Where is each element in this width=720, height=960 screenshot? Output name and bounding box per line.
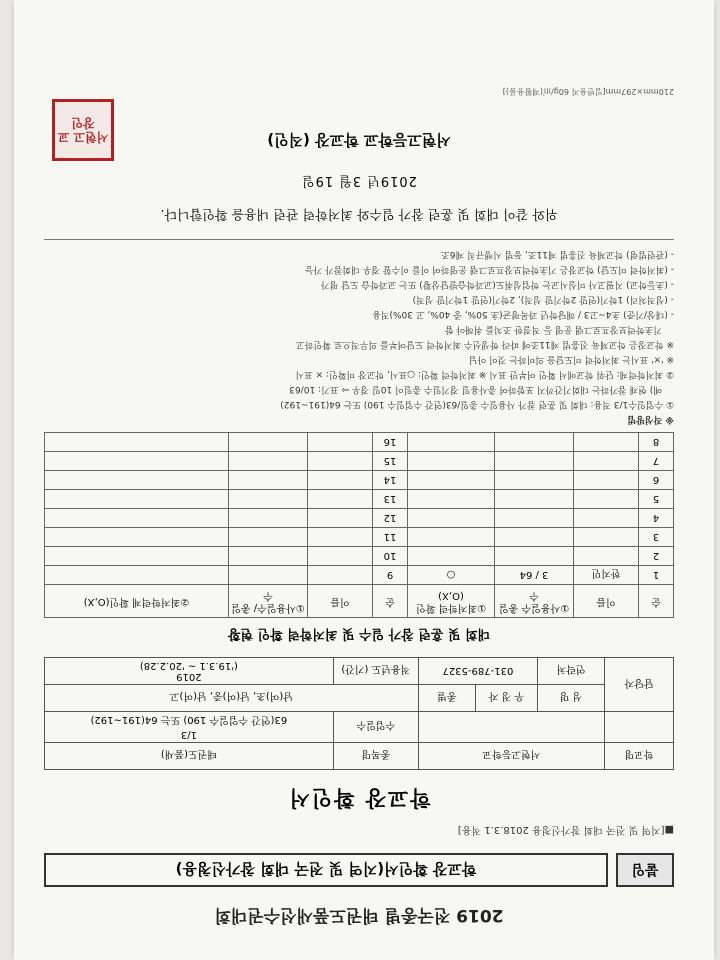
type-value: 태권도(품새): [45, 743, 334, 770]
instruction-line: ② 최저학력제: 단위 학교에서 확인 여부만 표시 ※ 최저학력 확인: ○표시, 학교장 미확인: × 표시: [295, 369, 674, 379]
applicability-note: ■[지역 및 전국 대회 참가신청용 2018.3.1 적용]: [457, 824, 674, 835]
blank-cell: [418, 712, 604, 743]
school-name-label: 학교명: [605, 743, 674, 770]
paper-spec: 210mm×297mm[일반용지 60g/㎡(재활용품)]: [502, 87, 674, 96]
row-name2: [308, 490, 373, 509]
gender-value: 남(여)초, 남(여)중, 남(여)고: [45, 685, 419, 712]
instruction-line: - (관련법령) 학교체육 진흥법 제11조, 동법 시행규칙 제6조: [441, 249, 674, 259]
event-title: 2019 전국종별 태권도품새선수권대회: [214, 905, 504, 925]
row-days: [495, 528, 574, 547]
row-no2: 16: [373, 433, 408, 452]
table-row: [45, 433, 674, 452]
row-no: 7: [639, 452, 674, 471]
instruction-line: - (성적처리) 1학기(연말 2학기말 성적), 2학기(연말 1학기말 성적): [412, 294, 674, 304]
row-days2: [229, 452, 308, 471]
type-label: 종목명: [333, 743, 418, 770]
col-no2: 순: [373, 585, 408, 618]
row-name: [574, 490, 639, 509]
row-check2: [45, 528, 229, 547]
row-days: 3 / 64: [495, 566, 574, 585]
row-days2: [229, 547, 308, 566]
row-check: [408, 433, 495, 452]
principal-signature: 서현고등학교 학교장 (직인): [267, 131, 451, 149]
row-name2: [308, 528, 373, 547]
row-name2: [308, 452, 373, 471]
school-name-value: 서현고등학교: [418, 743, 604, 770]
days-label: 수업일수: [333, 712, 418, 743]
records-table: [44, 432, 674, 618]
row-name: [574, 433, 639, 452]
row-name: [574, 452, 639, 471]
instructions-heading: ※ 작성방법: [627, 414, 674, 424]
contact-value: 031-789-5327: [418, 658, 537, 685]
row-days2: [229, 490, 308, 509]
row-name2: [308, 471, 373, 490]
row-no2: 13: [373, 490, 408, 509]
row-check2: [45, 433, 229, 452]
official-label: 담당자: [605, 658, 674, 712]
school-info-table: [44, 657, 674, 770]
row-days2: [229, 566, 308, 585]
row-name2: [308, 509, 373, 528]
period-value: [45, 658, 334, 685]
row-no: 4: [639, 509, 674, 528]
row-name: [574, 509, 639, 528]
instruction-line: ※ '×' 표시는 최저학력 미도달을 의미하는 것이 아님: [468, 354, 674, 364]
row-days2: [229, 509, 308, 528]
row-check2: [45, 490, 229, 509]
row-name: [574, 547, 639, 566]
gender-label: 종별: [418, 685, 475, 712]
row-check: [408, 490, 495, 509]
row-days2: [229, 471, 308, 490]
row-no2: 10: [373, 547, 408, 566]
confirmation-text: 위와 같이 대회 및 훈련 참가 일수와 최저학력 관련 내용을 확인합니다.: [160, 206, 558, 221]
row-no: 1: [639, 566, 674, 585]
table-row: [45, 452, 674, 471]
signature-row: [44, 99, 674, 161]
blank-cell: [605, 712, 674, 743]
row-check: [408, 528, 495, 547]
row-no2: 15: [373, 452, 408, 471]
col-days: ①사용일수 총일수: [495, 585, 574, 618]
row-check2: [45, 452, 229, 471]
row-name: [574, 528, 639, 547]
rotated-content: [14, 0, 714, 960]
divider: [44, 239, 674, 240]
row-no2: 14: [373, 471, 408, 490]
days-fraction: 1/3: [180, 729, 197, 740]
days-calc: 63(연간 수업일수 190) 또는 64(191~192): [90, 714, 288, 725]
row-check: [408, 452, 495, 471]
row-check: ○: [408, 566, 495, 585]
table-row: [45, 547, 674, 566]
col-name2: 이름: [308, 585, 373, 618]
col-check2: ②최저학력제 확인(O,X): [45, 585, 229, 618]
col-check: ①최저학력 확인(O,X): [408, 585, 495, 618]
table-row: [45, 471, 674, 490]
row-no: 2: [639, 547, 674, 566]
period-label: 적용년도 (기간): [333, 658, 418, 685]
table-row: [45, 566, 674, 585]
row-no: 6: [639, 471, 674, 490]
row-days: [495, 509, 574, 528]
document-paper: [14, 0, 714, 960]
row-check: [408, 547, 495, 566]
attachment-row: [44, 853, 674, 887]
instruction-line: 예) 현재 참가하는 대회기간까지 포함하여 총사용일 경기일수 총일이 10일 경우 ⇨ 표기: 10/63: [289, 384, 662, 394]
table-row: [45, 490, 674, 509]
contact-label: 연락처: [538, 658, 605, 685]
row-no2: 9: [373, 566, 408, 585]
row-days2: [229, 433, 308, 452]
col-no: 순: [639, 585, 674, 618]
period-year: 2019: [176, 671, 202, 682]
document-title: 학교장 확인서: [287, 786, 431, 810]
row-check: [408, 471, 495, 490]
row-name: 한지민: [574, 566, 639, 585]
row-no: 8: [639, 433, 674, 452]
days-value: [45, 712, 334, 743]
instruction-line: - (최저학력 미도달) 학교장은 기초학력보장프로그램 운영하여 이를 이수할 경우 대회참가 가능: [304, 264, 674, 274]
row-name2: [308, 433, 373, 452]
row-days: [495, 547, 574, 566]
issue-date: 2019년 3월 19일: [301, 173, 417, 188]
instruction-line: - (대상/기준) 초4~고3 / 해당학년 과목평균(초 50%, 중 40%, 고 30%)적용: [372, 309, 674, 319]
row-check2: [45, 471, 229, 490]
col-days2: ①사용일수/ 총일수: [229, 585, 308, 618]
official-name-label: 성 명: [538, 685, 605, 712]
instruction-line: - (초등학교) 지필고사 미실시교는 학업성취도(교과학습발달상황) 또는 교과학습 도달 평가: [320, 279, 674, 289]
attachment-title: 학교장 확인서(지역 및 전국 대회 참가신청용): [44, 853, 608, 887]
official-name-value: 우 정 자: [475, 685, 537, 712]
row-check2: [45, 547, 229, 566]
table-row: [45, 528, 674, 547]
row-days: [495, 452, 574, 471]
attachment-label: 붙임: [616, 853, 674, 887]
row-check2: [45, 566, 229, 585]
instruction-line: ※ 학교장은 학교체육 진흥법 제11조에 따라 학생선수 최저학력 도달여부를 의무적으로 확인하고: [296, 339, 674, 349]
col-name: 이름: [574, 585, 639, 618]
row-no: 3: [639, 528, 674, 547]
row-name2: [308, 566, 373, 585]
row-no2: 12: [373, 509, 408, 528]
row-no: 5: [639, 490, 674, 509]
row-name2: [308, 547, 373, 566]
period-range: ('19.3.1 ~ '20.2.28): [139, 660, 238, 671]
row-check: [408, 509, 495, 528]
row-days: [495, 433, 574, 452]
row-days: [495, 471, 574, 490]
official-seal-icon: 서현고 교장인: [52, 99, 114, 161]
row-days: [495, 490, 574, 509]
instruction-line: ① 수업일수1/3 적용: 대회 및 훈련 참가 사용일수 총일/63(연간 수업일수 190) 또는 64(191~192): [280, 399, 674, 409]
records-title: 대회 및 훈련 참가 일수 및 최저학력 확인 현황: [227, 626, 491, 641]
instruction-line: 기초학력보장프로그램 운영 등 적절한 조치를 취해야 함: [444, 324, 662, 334]
instructions: [44, 246, 674, 426]
row-name: [574, 471, 639, 490]
row-no2: 11: [373, 528, 408, 547]
table-row: [45, 509, 674, 528]
row-check2: [45, 509, 229, 528]
row-days2: [229, 528, 308, 547]
